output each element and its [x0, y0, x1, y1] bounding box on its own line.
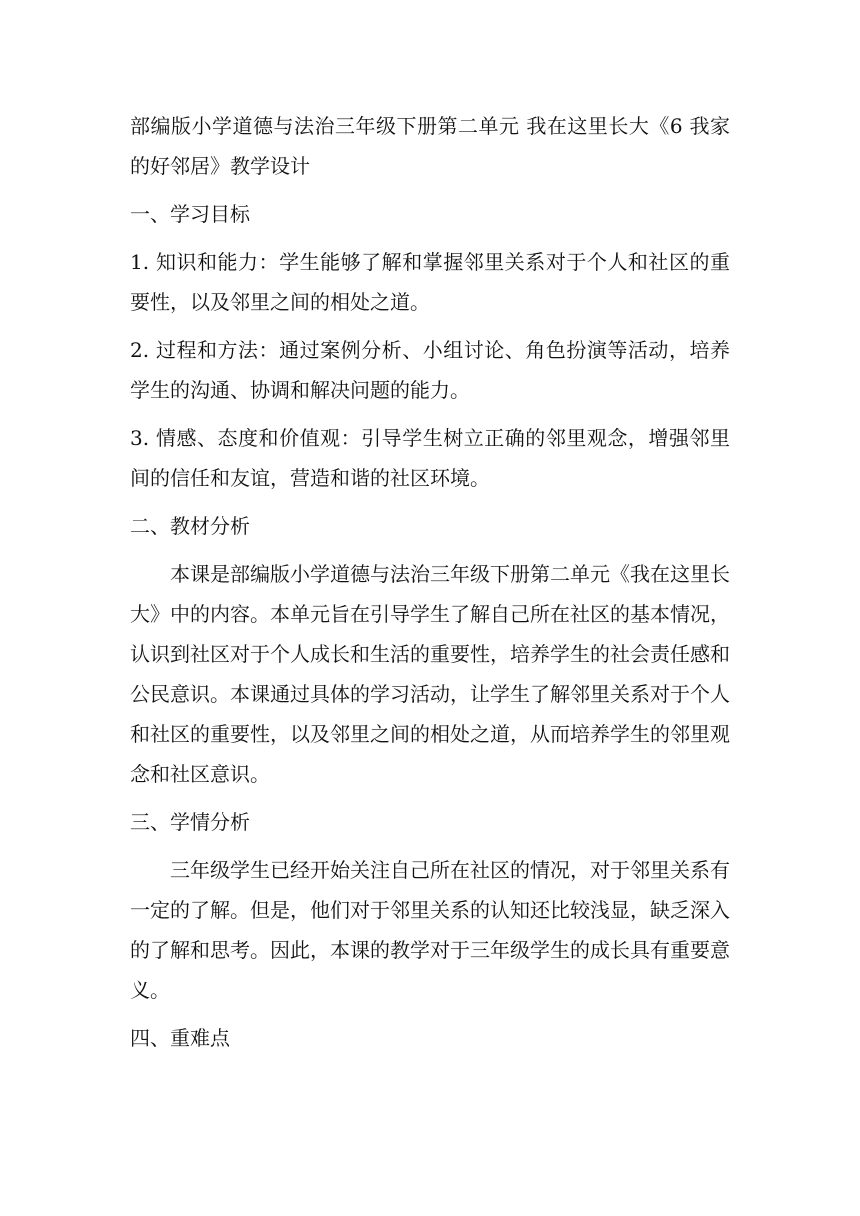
- student-analysis-paragraph: 三年级学生已经开始关注自己所在社区的情况，对于邻里关系有一定的了解。但是，他们对于邻里关系的认知还比较浅显，缺乏深入的了解和思考。因此，本课的教学对于三年级学生的成长具有重要意义。: [130, 858, 730, 1002]
- document-body: [130, 106, 730, 1066]
- section-heading-key-points: 四、重难点: [130, 1026, 230, 1050]
- section-heading-student-analysis: 三、学情分析: [130, 810, 250, 834]
- goal-item: 3. 情感、态度和价值观：引导学生树立正确的邻里观念，增强邻里间的信任和友谊，营造和谐的社区环境。: [130, 426, 730, 490]
- section-heading-learning-goals: 一、学习目标: [130, 202, 250, 226]
- document-title: 部编版小学道德与法治三年级下册第二单元 我在这里长大《6 我家的好邻居》教学设计: [130, 114, 730, 178]
- goal-item: 2. 过程和方法：通过案例分析、小组讨论、角色扮演等活动，培养学生的沟通、协调和解决问题的能力。: [130, 338, 730, 402]
- goal-item: 1. 知识和能力：学生能够了解和掌握邻里关系对于个人和社区的重要性，以及邻里之间的相处之道。: [130, 250, 730, 314]
- section-heading-textbook-analysis: 二、教材分析: [130, 514, 250, 538]
- textbook-analysis-paragraph: 本课是部编版小学道德与法治三年级下册第二单元《我在这里长大》中的内容。本单元旨在引导学生了解自己所在社区的基本情况，认识到社区对于个人成长和生活的重要性，培养学生的社会责任感和公民意识。本课通过具体的学习活动，让学生了解邻里关系对于个人和社区的重要性，以及邻里之间的相处之道，从而培养学生的邻里观念和社区意识。: [130, 562, 730, 786]
